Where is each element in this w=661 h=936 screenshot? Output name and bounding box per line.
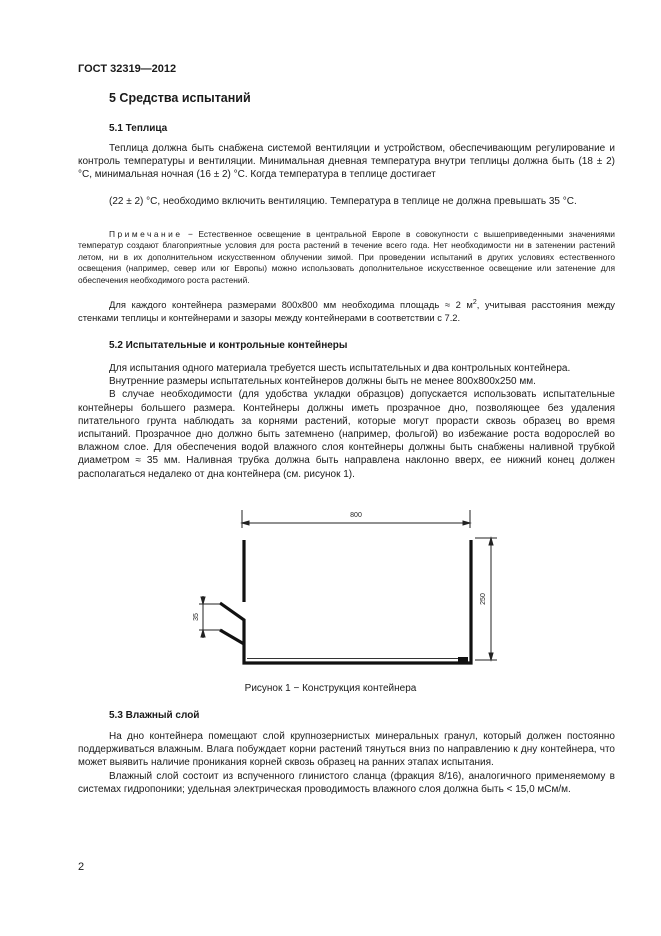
paragraph-text: Для каждого контейнера размерами 800х800 мм необходима площадь ≈ 2 м: [109, 299, 473, 310]
container-wall-body: [220, 540, 471, 663]
paragraph-wet-layer: [78, 730, 615, 796]
paragraph-greenhouse-2: [78, 194, 615, 209]
page-number: 2: [78, 861, 85, 873]
arrow-icon: [201, 597, 205, 604]
note-text: − Естественное освещение в центральной Европе в совокупности с вышеприведенными значениями температур создают благоприятные условия для роста растений в течение всего года. Нет необходимости ни в затенении растений летом, ни в их дополнительном искусственном облучении зимой. При проведении испытаний в других условиях естественного освещения (например, север или юг Европы) можно использовать дополнительное искусственное освещение или затенение для обеспечения необходимого роста растений.: [78, 229, 615, 285]
standard-header: ГОСТ 32319—2012: [78, 63, 177, 75]
note-label: Примечание: [109, 229, 183, 239]
arrow-icon: [463, 521, 470, 525]
paragraph-containers: [78, 362, 615, 481]
section-title: 5 Средства испытаний: [109, 91, 251, 105]
paragraph-greenhouse-1: [78, 142, 615, 182]
arrow-icon: [242, 521, 249, 525]
paragraph-text: (22 ± 2) °C, необходимо включить вентиляцию. Температура в теплице не должна превышать 35 °C.: [109, 196, 577, 207]
paragraph-greenhouse-3: [78, 298, 615, 324]
paragraph-text: , учитывая расстояния между стенками теплицы и контейнерами и зазоры между контейнерами в соответствии с 7.2.: [78, 299, 615, 324]
note-block: [78, 229, 615, 286]
paragraph-text: В случае необходимости (для удобства укладки образцов) допускается использовать испытательные контейнеры большего размера. Контейнеры должны иметь прозрачное дно, позволяющее без удаления питательного грунта наблюдать за корнями растений, которые могут прорасти сквозь образец во время испытаний. Прозрачное дно должно быть затемнено (например, фольгой) во избежание роста водорослей во влажном слое. Для обеспечения водой влажного слоя контейнеры должны быть снабжены наливной трубкой диаметром ≈ 35 мм. Наливная трубка должна быть направлена наклонно вверх, ее нижний конец должен располагаться недалеко от дна контейнера (см. рисунок 1).: [78, 389, 615, 480]
dimension-label-height: 250: [480, 593, 487, 605]
subsection-title-greenhouse: 5.1 Теплица: [109, 123, 168, 134]
dimension-label-pipe: 35: [193, 613, 200, 621]
paragraph-text: Для испытания одного материала требуется шесть испытательных и два контрольных контейнера.: [109, 363, 571, 374]
container-drawing: [185, 500, 505, 675]
paragraph-text: Влажный слой состоит из вспученного глинистого сланца (фракция 8/16), аналогичного применяемому в системах гидропоники; удельная электрическая проводимость влажного слоя должна быть < 15,0 мСм/м.: [78, 770, 615, 795]
bottom-support: [458, 657, 468, 662]
fill-pipe: [220, 630, 244, 644]
paragraph-text: На дно контейнера помещают слой крупнозернистых минеральных гранул, который должен постоянно поддерживаться влажным. Влага побуждает корни растений тянуться вниз по направлению к дну контейнера, что может выявить наличие проникания корней сквозь образец на ранних этапах испытания.: [78, 731, 615, 769]
arrow-icon: [489, 538, 493, 545]
subsection-title-wet-layer: 5.3 Влажный слой: [109, 710, 200, 721]
figure-caption: Рисунок 1 − Конструкция контейнера: [244, 683, 417, 694]
superscript: 2: [472, 298, 477, 306]
dimension-label-width: 800: [350, 512, 362, 519]
paragraph-text: Внутренние размеры испытательных контейнеров должны быть не менее 800х800х250 мм.: [109, 376, 536, 388]
subsection-title-containers: 5.2 Испытательные и контрольные контейнеры: [109, 340, 348, 351]
arrow-icon: [489, 653, 493, 660]
paragraph-text: Теплица должна быть снабжена системой вентиляции и устройством, обеспечивающим регулирование и контроль температуры и вентиляции. Минимальная дневная температура внутри теплицы должна быть (18 ± 2) °C, минимальная ночная (16 ± 2) °C. Когда температура в теплице достигает: [78, 143, 615, 181]
arrow-icon: [201, 630, 205, 637]
